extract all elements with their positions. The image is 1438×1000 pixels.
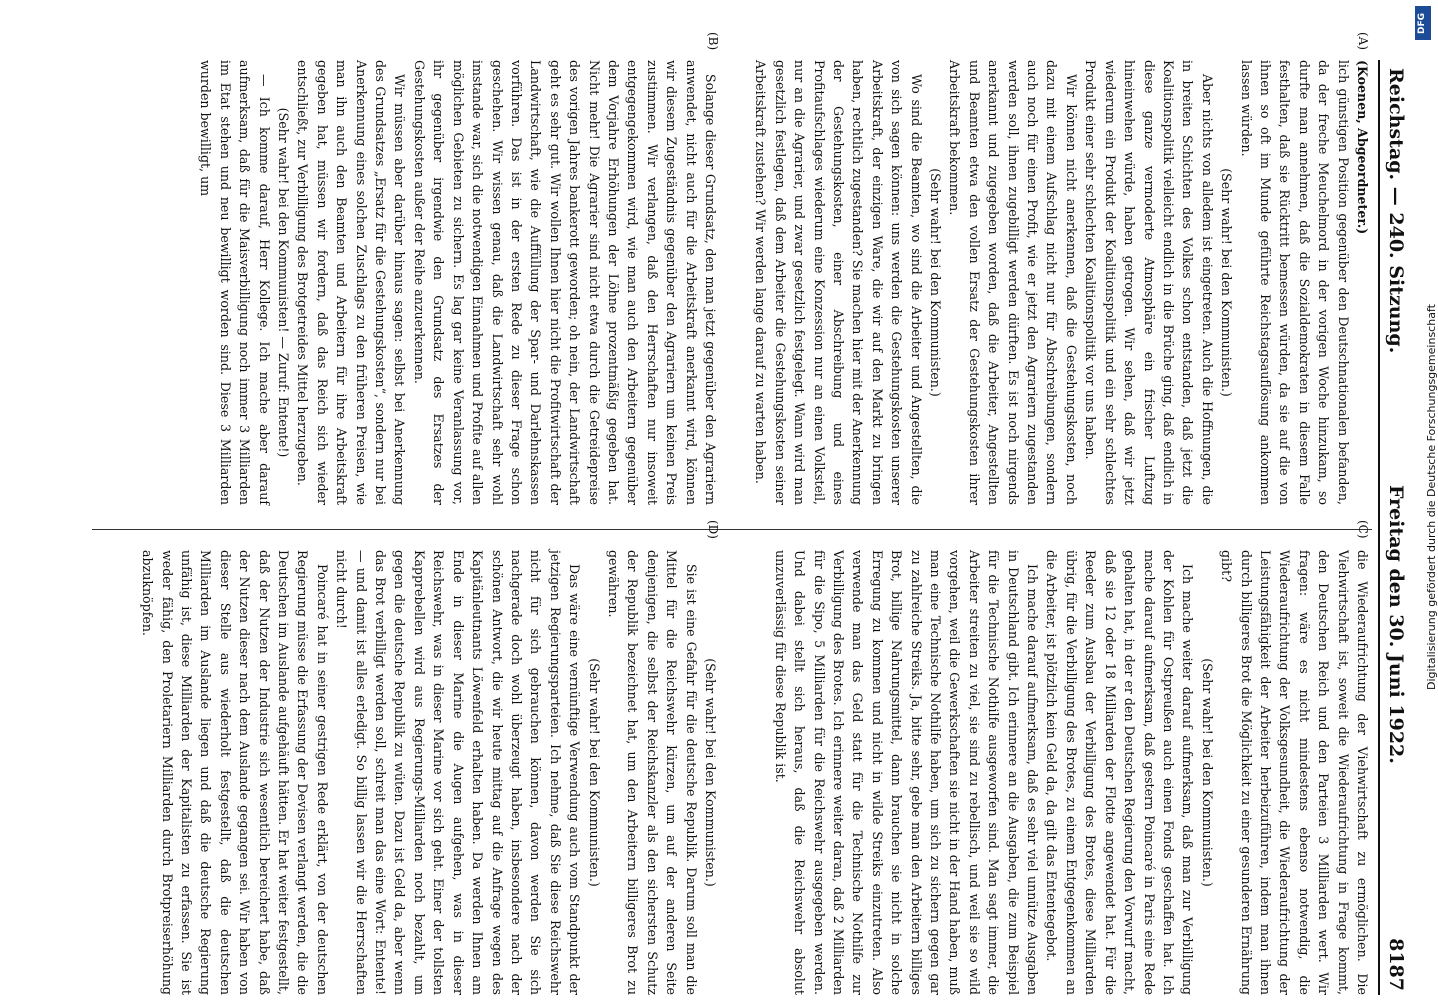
paragraph: Ich mache darauf aufmerksam, daß es sehr viel unnütze Ausgaben in Deutschland gibt. Ich erinnere an die Ausgaben, die zum Beispiel für die Technische Nothilfe ausgeworfen sind. Man sagt immer, die Arbeiter streiten zu viel, sie sind zu rebellisch, und weil sie so wild vorgehen, weil die Gewerkschaften sie nicht in der Hand haben, muß man eine Technische Nothilfe haben, um sich zu sichern gegen gar zu zahlreiche Streiks. Ja, bitte sehr, gebe man den Arbeitern billiges Brot, billige Nahrungsmittel, dann brauchen sie nicht in solche Erregung zu kommen und nicht in wilde Streiks einzutreten. Also verwende man das Geld statt für die Technische Nothilfe zur Verbilligung des Brotes. Ich erinnere weiter daran, daß 2 Milliarden für die Sipo, 5 Milliarden für die Reichswehr ausgegeben werden. Und dabei stellt sich heraus, daß die Reichswehr absolut unzuverlässig für diese Republik ist. <box>772 550 1041 995</box>
column-separator <box>92 529 1372 530</box>
dfg-logo: DFG <box>1415 6 1431 40</box>
column-2 <box>732 550 1372 995</box>
paragraph: Wir müssen aber darüber hinaus sagen: selbst bei Anerkennung des Grundsatzes „Ersatz für die Gestehungskosten“, sondern nur bei Anerkennung eines solchen Zuschlags zu den früheren Preisen, wie man ihn auch den Beamten und Arbeitern für ihre Arbeitskraft gegeben hat, müssen wir fordern, daß das Reich sich wieder entschließt, zur Verbilligung des Brotgetreides Mittel herzugeben. <box>295 60 408 505</box>
speaker-label: (Koenen, Abgeordneter.) <box>1355 60 1370 235</box>
paragraph: Sie ist eine Gefahr für die deutsche Republik. Darum soll man die Mittel für die Reichswehr kürzen, um auf der anderen Seite denjenigen, die selbst der Reichskanzler als den sichersten Schutz der Republik bezeichnet hat, um den Arbeitern billigeres Brot zu gewähren. <box>605 550 699 995</box>
paragraph: die Wiederaufrichtung der Viehwirtschaft zu ermöglichen. Die Viehwirtschaft ist, soweit die Wiederaufrichtung in Frage kommt, den Deutschen Reich und den Parteien 3 Milliarden wert. Wir fragen: wäre es nicht mindestens ebenso notwendig, die Wiederaufrichtung der Volksgesundheit, die Wiederaufrichtung der Leistungsfähigkeit der Arbeiter herbeizuführen, indem man ihnen durch billigeres Brot die Möglichkeit zu einer gesunderen Ernährung gibt? <box>1219 550 1370 995</box>
paragraph: lich günstigen Position gegenüber den Deutschnationalen befanden, da der freche Meuchelmord in der vorigen Woche hinzukam, so durfte man annehmen, daß die Sozialdemokraten in diesem Falle festhalten, daß sie Rücktritt bemessen würden, da sie auf die von ihnen so oft im Munde geführte Reichstagsauflösung ankommen lassen würden. <box>1238 60 1351 505</box>
header-date: Freitag den 30. Juni 1922. <box>1385 485 1407 764</box>
interjection: (Sehr wahr! bei den Kommunisten.) <box>1199 658 1215 887</box>
digitization-credit: Digitalisierung gefördert durch die Deutsche Forschungsgemeinschaft <box>1425 304 1438 690</box>
paragraph: Wo sind die Beamten, wo sind die Arbeiter und Angestellten, die von sich sagen können: uns werden die Gestehungskosten unserer Arbeitskraft, der einzigen Ware, die wir auf den Markt zu bringen haben, rechtlich zugestanden? Sie machen hier mit der Anerkennung der Gestehungskosten, einer Abschreibung und eines Profitaufschlages wiederum eine Konzession nur an einen Volksteil, nur an die Agrarier, und zwar gesetzlich festgelegt. Wann wird man gesetzlich festlegen, daß dem Arbeiter die Gestehungskosten seiner Arbeitskraft zustehen? Wir werden lange darauf zu warten haben. <box>753 60 924 505</box>
paragraph: Aber nichts von alledem ist eingetreten. Auch die Hoffnungen, die in breiten Schichten des Volkes schon entstanden, daß jetzt die Koalitionspolitik vielleicht endlich in die Brüche ging, daß endlich in diese ganze vermoderte Atmosphäre ein frischer Luftzug hineinwehen würde, haben getrogen. Wir sehen, daß wir jetzt wiederum ein Produkt der Koalitionspolitik und ein sehr schlechtes Produkt einer sehr schlechten Koalitionspolitik vor uns haben. <box>1083 60 1215 505</box>
paragraph: Wir können nicht anerkennen, daß die Gestehungskosten, noch dazu mit einem Aufschlag nicht nur für Abschreibungen, sondern auch noch für einen Profit, wie er jetzt den Agrariern zugestanden werden soll, ihnen zugebilligt werden dürften. Es ist noch nirgends anerkannt und zugegeben worden, daß die Arbeiter, Angestellten und Beamten etwa den vollen Ersatz der Gestehungskosten ihrer Arbeitskraft bekommen. <box>947 60 1079 505</box>
paragraph: Poincaré hat in seiner gestrigen Rede erklärt, von der deutschen Regierung müsse die Erfassung der Devisen verlangt werden, die die Deutschen im Auslande aufgehäuft hätten. Er hat weiter festgestellt, daß der Nutzen der Industrie sich wesentlich bereichert habe, daß der Nutzen dieser nach dem Auslande gegangen sei. Wir haben von dieser Stelle aus wiederholt festgestellt, daß die deutschen Milliarden im Auslande liegen und daß die deutsche Regierung unfähig ist, diese Milliarden der Kapitalisten zu erfassen. Sie ist weder fähig, den Proletariern Milliarden durch Brotpreiserhöhung abzuknöpfen. <box>140 550 330 995</box>
margin-marker-b: (B) <box>706 32 720 51</box>
interjection: (Sehr wahr! bei den Kommunisten.) <box>928 168 944 397</box>
margin-marker-a: (A) <box>1356 32 1370 51</box>
margin-marker-c: (C) <box>1356 520 1370 539</box>
column-4 <box>90 550 720 995</box>
column-1 <box>732 60 1372 505</box>
rotated-newspaper-page <box>80 32 1410 995</box>
interjection: (Sehr wahr! bei den Kommunisten.) <box>703 658 718 887</box>
interjection: (Sehr wahr! bei den Kommunisten.) <box>586 658 602 887</box>
interjection: (Sehr wahr! bei den Kommunisten.) <box>1219 168 1235 397</box>
paragraph: — Ich komme darauf, Herr Kollege. Ich mache aber darauf aufmerksam, daß für die Maisverbilligung noch immer 3 Milliarden im Etat stehen und neu bewilligt worden sind. Diese 3 Milliarden wurden bewilligt, um <box>198 60 272 505</box>
header-left: Reichstag. — 240. Sitzung. <box>1385 68 1407 354</box>
column-3 <box>90 60 720 505</box>
page-header <box>1378 60 1410 995</box>
interjection: (Sehr wahr! bei den Kommunisten! — Zuruf: Entente!) <box>276 107 292 458</box>
paragraph: Ich mache weiter darauf aufmerksam, daß man zur Verbilligung der Kohlen für Ostpreußen auch einen Fonds geschaffen hat. Ich mache darauf aufmerksam, daß gestern Poincaré in Paris eine Rede gehalten hat, in der er den Deutschen Regierung den Vorwurf macht, daß sie 12 oder 18 Milliarden der Flotte angewendet hat. Für die Reeder zum Ausbau der Verbilligung des Brotes, diese Milliarden übrig, für die Verbilligung des Brotes, zu einem Entgegenkommen an die Arbeiter, ist plötzlich kein Geld da, da gilt das Ententegebot. <box>1044 550 1196 995</box>
page-number: 8187 <box>1385 938 1407 991</box>
paragraph: Das wäre eine vernünftige Verwendung auch vom Standpunkt der jetzigen Regierungsparteien. Ich nehme, daß Sie diese Reichswehr nicht für sich gebrauchen können, davon werden Sie sich nachgerade doch wohl überzeugt haben, insbesondere nach der schönen Antwort, die wir heute mittag auf die Anfrage wegen des Kapitänleutnants Löwenfeld erhalten haben. Da werden Ihnen am Ende in dieser Marine die Augen aufgehen, was in dieser Reichswehr, was in dieser Marine vor sich geht. Einer der tollsten Kapprebellen wird aus Regierungs-Milliarden noch bezahlt, um gegen die deutsche Republik zu wüten. Dazu ist Geld da, aber wenn das Brot verbilligt werden soll, schreit man das eine Wort: Entente! — und damit ist alles erledigt. So billig lassen wir die Herrschaften nicht durch! <box>334 550 583 995</box>
margin-marker-d: (D) <box>706 520 720 539</box>
paragraph: Solange dieser Grundsatz, den man jetzt gegenüber den Agrariern anwendet, nicht auch für die Arbeitskraft anerkannt wird, können wir diesem Zugeständnis gegenüber den Agrariern um keinen Preis zustimmen. Wir verlangen, daß den Herrschaften nur insoweit entgegengekommen wird, wie man auch den Arbeitern gegenüber dem Vorjahre Erhöhungen der Löhne prozentmäßig gegeben hat. Nicht mehr! Die Agrarier sind nicht etwa durch die Getreidepreise des vorigen Jahres bankerott geworden; oh nein, der Landwirtschaft geht es sehr gut. Wir wollen Ihnen hier nicht die Profitwirtschaft der Landwirtschaft, wie die Auffüllung der Spar- und Darlehnskassen vorführen. Das ist in der ersten Rede zu dieser Frage schon geschehen. Wir wissen genau, daß die Landwirtschaft sehr wohl imstande war, sich die notwendigen Einnahmen und Profite auf allen möglichen Gebieten zu sichern. Es lag gar keine Veranlassung vor, ihr gegenüber irgendwie den Grundsatz des Ersatzes der Gestehungskosten außer der Reihe anzuerkennen. <box>411 60 718 505</box>
